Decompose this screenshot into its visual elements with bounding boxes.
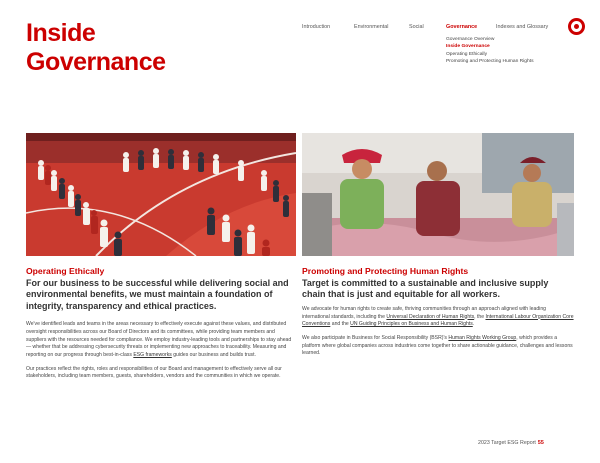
governance-subnavigation bbox=[446, 36, 534, 66]
subnav-item-governance-overview[interactable]: Governance Overview bbox=[446, 37, 495, 42]
target-bullseye-logo-icon[interactable] bbox=[568, 18, 585, 35]
operating-ethically-heading: Operating Ethically bbox=[26, 266, 105, 276]
top-navigation bbox=[302, 24, 562, 34]
human-rights-section bbox=[302, 266, 574, 358]
subnav-item-inside-governance[interactable]: Inside Governance bbox=[446, 44, 490, 50]
page-footer bbox=[478, 440, 544, 446]
universal-declaration-link[interactable]: Universal Declaration of Human Rights bbox=[386, 313, 475, 320]
operating-ethically-section bbox=[26, 266, 296, 381]
human-rights-heading: Promoting and Protecting Human Rights bbox=[302, 266, 469, 276]
ilo-core-conventions-link[interactable]: International Labour Organization Core Conventions bbox=[302, 313, 574, 328]
page-number: 55 bbox=[537, 440, 544, 446]
nav-item-introduction[interactable]: Introduction bbox=[302, 24, 331, 30]
human-rights-paragraph-2 bbox=[302, 335, 574, 358]
page-title bbox=[26, 19, 166, 77]
nav-item-environmental[interactable]: Environmental bbox=[354, 24, 389, 30]
subnav-item-promoting-protecting-human-rights[interactable]: Promoting and Protecting Human Rights bbox=[446, 59, 534, 65]
operating-ethically-p1-text-b: guides our business and builds trust. bbox=[171, 352, 256, 359]
human-rights-p1-text-b: , the bbox=[474, 313, 486, 320]
un-guiding-principles-link[interactable]: UN Guiding Principles on Business and Human Rights bbox=[350, 321, 473, 328]
factory-workers-photo bbox=[302, 133, 574, 256]
team-members-gym-photo bbox=[26, 133, 296, 256]
human-rights-p1-text-d: . bbox=[472, 321, 475, 328]
page-title-line-1: Inside bbox=[26, 19, 96, 47]
nav-item-governance[interactable]: Governance bbox=[446, 24, 478, 30]
operating-ethically-p1-text-a: We've identified leads and teams in the areas necessary to effectively execute against these values, and distributed oversight responsibilities across our Board of Directors and its committees, while providing team members and suppliers with the resources needed for compliance. We employ industry-leading tools and partnerships to stay ahead — whether that be addressing cybersecurity threats or implementing new approaches to traceability. Measuring and reporting on our progress through best-in-class bbox=[26, 321, 292, 359]
nav-item-indexes-and-glossary[interactable]: Indexes and Glossary bbox=[496, 24, 549, 30]
worker-1 bbox=[340, 149, 384, 229]
human-rights-p2-text-a: We also participate in Business for Social Responsibility (BSR)'s bbox=[302, 334, 449, 341]
human-rights-paragraph-1 bbox=[302, 306, 574, 329]
team-members-gym-illustration bbox=[26, 133, 296, 256]
human-rights-subheading: Target is committed to a sustainable and inclusive supply chain that is just and equitable for all workers. bbox=[302, 278, 549, 300]
report-name: 2023 Target ESG Report bbox=[478, 440, 536, 446]
nav-item-social[interactable]: Social bbox=[409, 24, 424, 30]
operating-ethically-subheading: For our business to be successful while delivering social and environmental benefits, we must maintain a foundation of integrity, transparency and ethical practices. bbox=[26, 278, 289, 311]
human-rights-p2-text-b: , which provides a platform where global companies across industries come together to share actionable guidance, challenges and lessons learned. bbox=[302, 334, 573, 357]
esg-frameworks-link[interactable]: ESG frameworks bbox=[133, 352, 172, 359]
human-rights-working-group-link[interactable]: Human Rights Working Group bbox=[448, 334, 517, 341]
human-rights-p1-text-c: and the bbox=[330, 321, 351, 328]
subnav-item-operating-ethically[interactable]: Operating Ethically bbox=[446, 51, 488, 57]
operating-ethically-paragraph-2: Our practices reflect the rights, roles and responsibilities of our Board and management to effectively serve all our stakeholders, including team members, guests, shareholders, vendors and the communities in which we operate. bbox=[26, 365, 282, 380]
operating-ethically-paragraph-1 bbox=[26, 321, 296, 360]
page-title-line-2: Governance bbox=[26, 48, 166, 76]
factory-workers-illustration bbox=[302, 133, 574, 256]
human-rights-p1-text-a: We advocate for human rights to create safe, thriving communities through an approach aligned with leading international standards, including the bbox=[302, 305, 546, 320]
